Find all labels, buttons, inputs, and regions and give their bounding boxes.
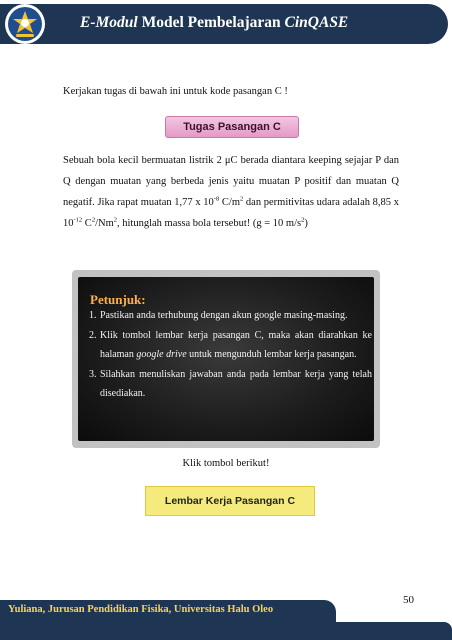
problem-segment: /Nm bbox=[95, 218, 114, 229]
footer-bar-lower bbox=[0, 622, 452, 640]
problem-exponent: 2 bbox=[113, 216, 117, 224]
instruction-text: Silahkan menuliskan jawaban anda pada lembar kerja yang telah disediakan. bbox=[100, 368, 372, 399]
problem-segment: Sebuah bola kecil bermuatan listrik 2 μC berada diantara keeping sejajar P dan Q dengan muatan yang berbeda jenis yaitu muatan P positif dan muatan Q negatif. Jika rapat muatan 1,77 x 10 bbox=[63, 155, 399, 208]
header-title-part: Model Pembelajaran bbox=[137, 14, 285, 31]
page-number: 50 bbox=[403, 594, 414, 606]
instruction-text: Pastikan anda terhubung dengan akun google masing-masing. bbox=[100, 310, 348, 321]
instruction-number: 1. bbox=[89, 310, 97, 321]
university-logo-icon bbox=[4, 3, 46, 45]
chalkboard-surface bbox=[78, 277, 374, 441]
task-badge-button[interactable]: Tugas Pasangan C bbox=[165, 116, 299, 138]
problem-exponent: -8 bbox=[213, 195, 220, 203]
header-title-part: CinQASE bbox=[284, 14, 349, 31]
instruction-number: 2. bbox=[89, 329, 97, 341]
instruction-text-part: untuk mengunduh lembar kerja pasangan. bbox=[186, 349, 357, 360]
instruction-list bbox=[89, 306, 372, 404]
task-badge-wrapper bbox=[165, 116, 299, 138]
instruction-item bbox=[89, 326, 372, 365]
problem-exponent: 2 bbox=[240, 195, 244, 203]
problem-segment: ) bbox=[304, 218, 308, 229]
problem-text bbox=[63, 150, 399, 234]
problem-exponent: 2 bbox=[91, 216, 96, 224]
problem-segment: , hitunglah massa bola tersebut! (g = 10 m/s bbox=[116, 218, 302, 229]
problem-exponent: -12 bbox=[73, 216, 83, 224]
page-footer bbox=[0, 600, 452, 640]
click-prompt: Klik tombol berikut! bbox=[182, 458, 270, 469]
instruction-text-part: Klik tombol lembar kerja pasangan C, maka akan diarahkan ke halaman bbox=[100, 329, 372, 360]
instruction-item bbox=[89, 306, 372, 326]
header-title bbox=[80, 14, 348, 32]
problem-segment: C/m bbox=[219, 197, 240, 208]
page-header bbox=[0, 0, 452, 46]
instruction-text-italic: google drive bbox=[136, 349, 187, 360]
worksheet-button[interactable]: Lembar Kerja Pasangan C bbox=[145, 486, 315, 516]
problem-segment: C bbox=[82, 218, 92, 229]
instruction-item bbox=[89, 365, 372, 404]
instruction-title: Petunjuk: bbox=[90, 292, 146, 307]
footer-author-text: Yuliana, Jurusan Pendidikan Fisika, Universitas Halu Oleo bbox=[8, 604, 274, 615]
footer-bar bbox=[0, 600, 336, 622]
intro-text: Kerjakan tugas di bawah ini untuk kode pasangan C ! bbox=[63, 86, 288, 97]
instruction-number: 3. bbox=[89, 368, 97, 380]
problem-exponent: 2 bbox=[301, 216, 305, 224]
instruction-text bbox=[100, 326, 372, 365]
header-title-part: E-Modul bbox=[80, 14, 138, 31]
instruction-chalkboard bbox=[72, 270, 380, 448]
problem-segment: dan permitivitas udara adalah 8,85 x 10 bbox=[63, 197, 399, 229]
